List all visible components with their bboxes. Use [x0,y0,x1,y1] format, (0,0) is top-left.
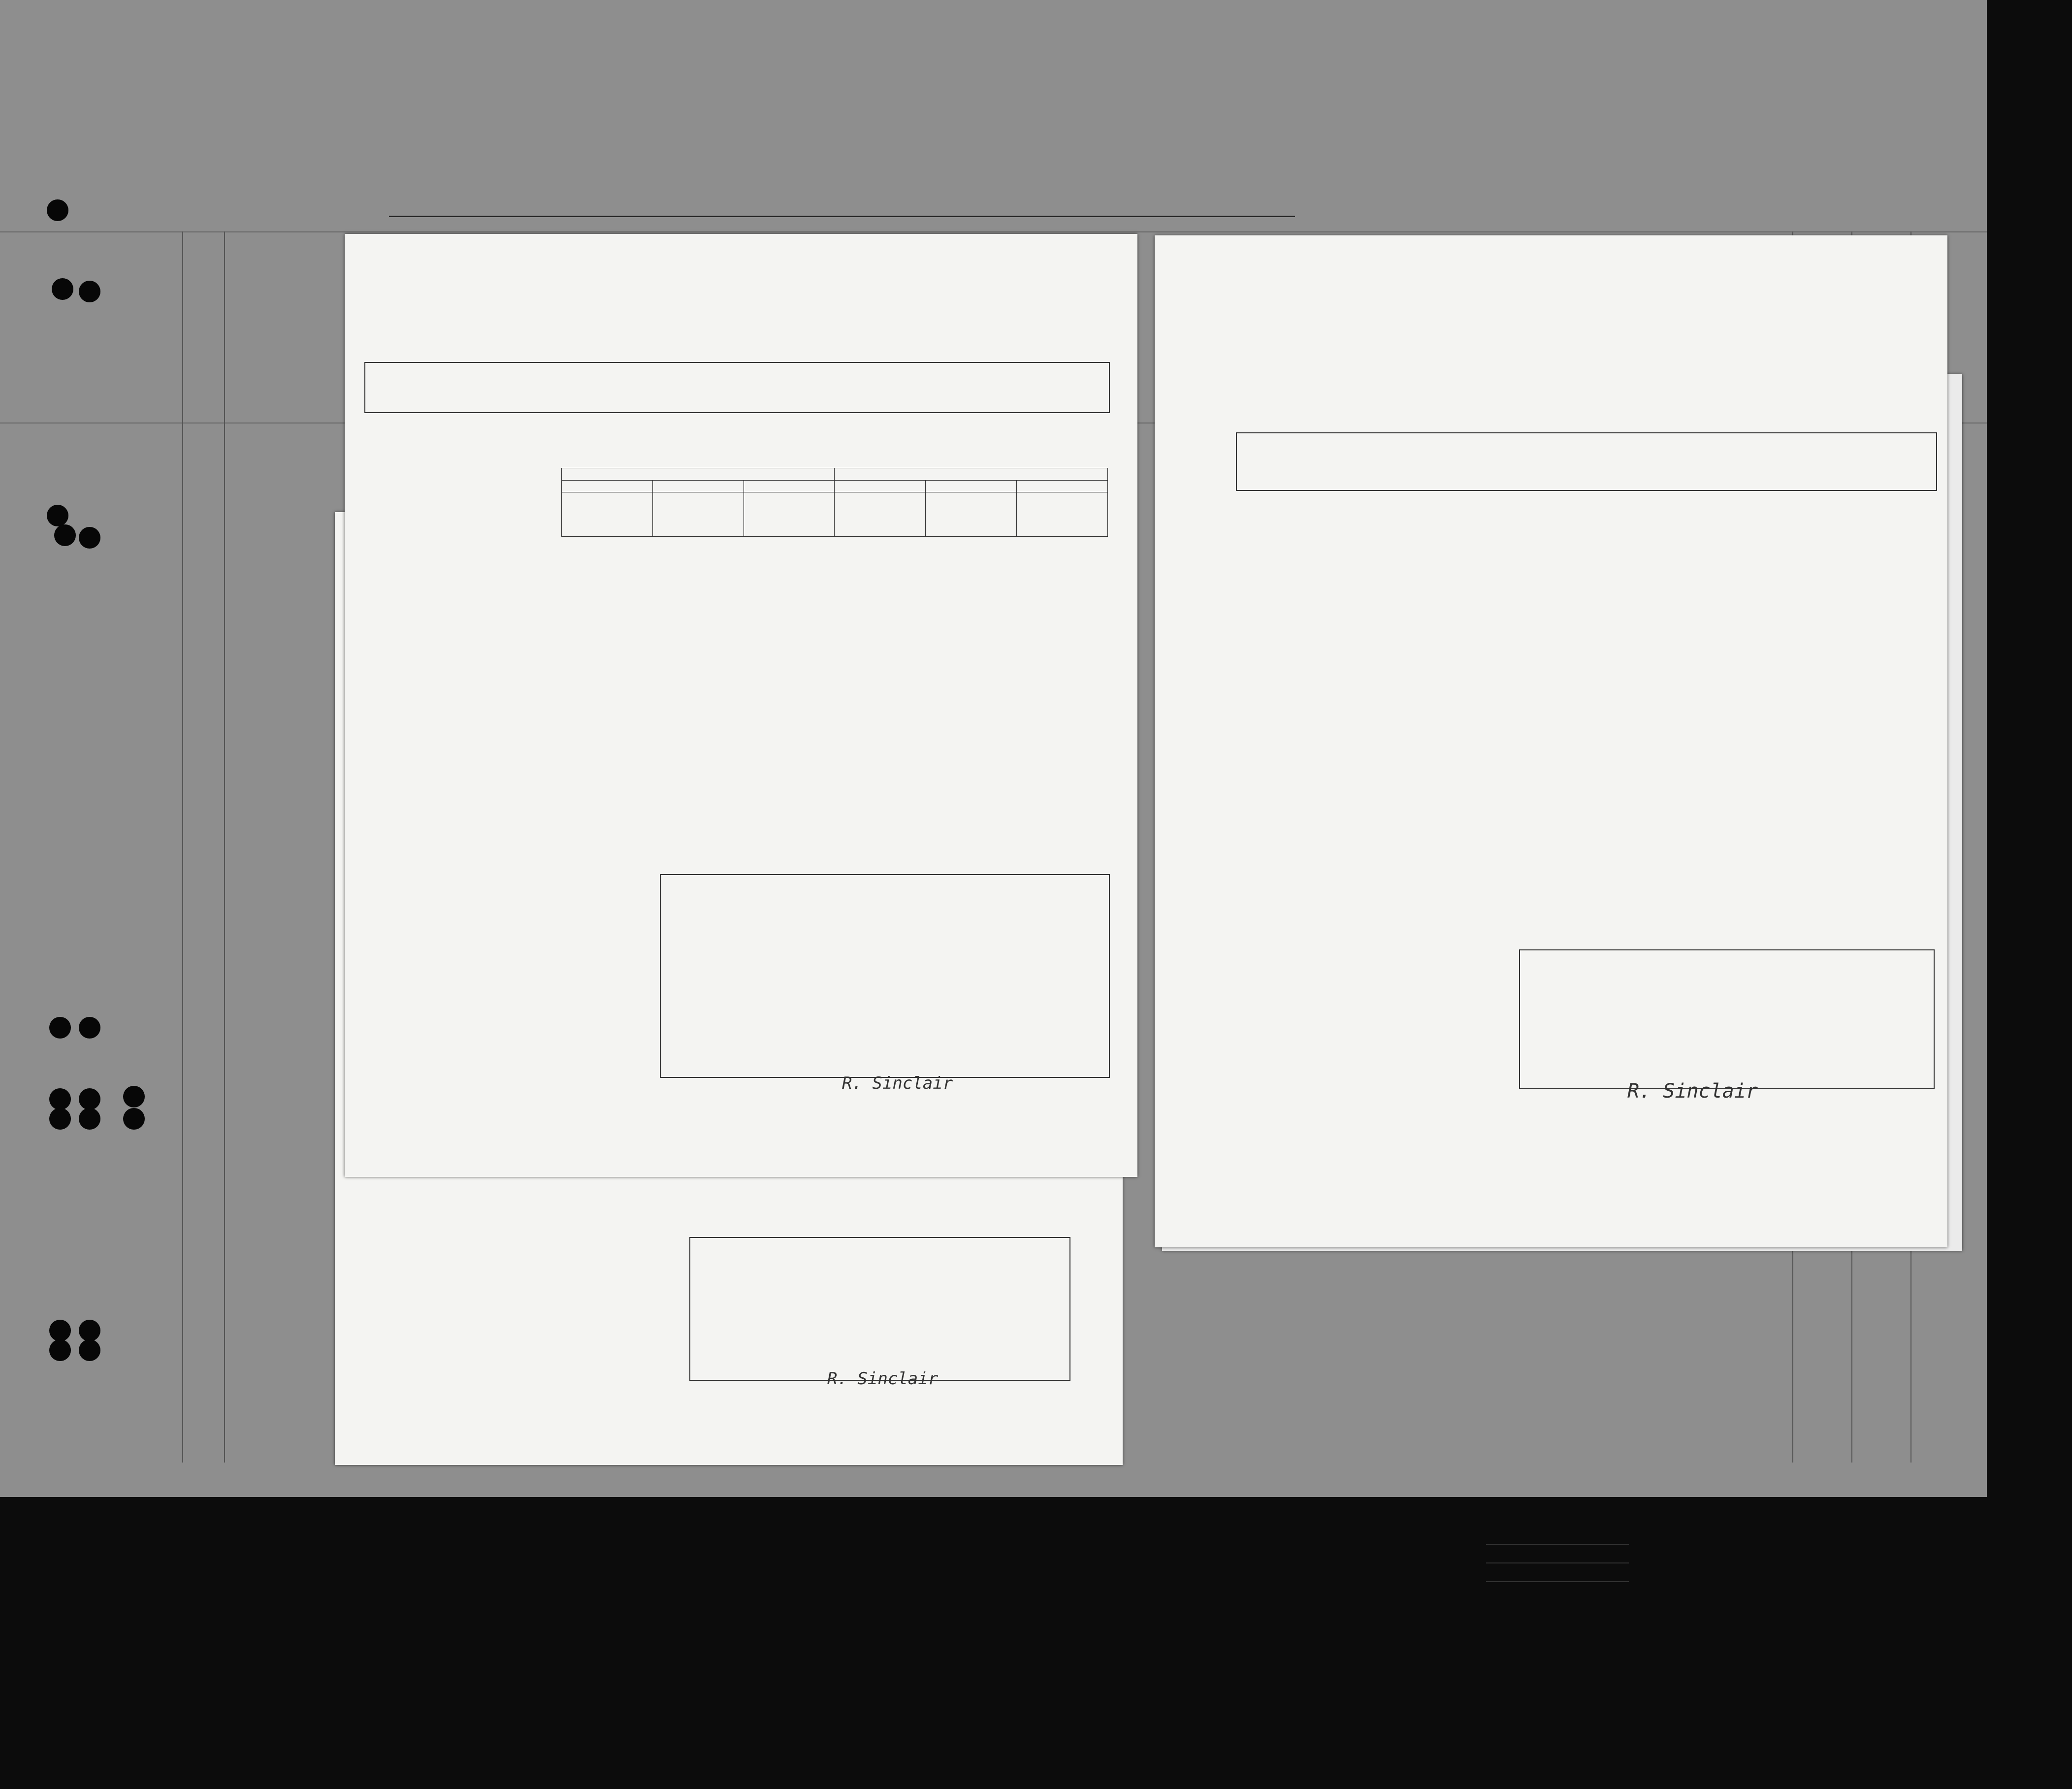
s1-name-table [364,362,1110,413]
grid-line [182,231,183,1463]
back-signature: R. Sinclair [827,1369,939,1389]
s1-col-birth-state [652,480,744,492]
s1-col-birth-city [744,480,835,492]
s1-transit-stamp [1049,264,1122,277]
punch-hole [79,1339,100,1361]
punch-hole [47,505,68,526]
s1-signature: R. Sinclair [842,1073,953,1093]
s1-nat-hdr [835,468,1108,481]
punch-hole [49,1339,71,1361]
info-sheet-meehan [1155,235,1947,1247]
punch-hole [54,524,76,546]
punch-hole [79,1088,100,1110]
punch-hole [123,1086,145,1107]
s1-col-nat-court [926,480,1017,492]
s2-reserved-box [1519,949,1935,1089]
punch-hole [123,1108,145,1130]
punch-hole [49,1108,71,1130]
grid-line [224,231,225,1463]
s1-col-nat-date [835,480,926,492]
line-field [1482,1531,1629,1550]
punch-hole [47,199,68,221]
punch-hole [79,1320,100,1341]
punch-hole [52,278,73,300]
back-reserved-box [689,1237,1070,1381]
punch-hole [49,1320,71,1341]
s2-signature: R. Sinclair [1627,1080,1758,1103]
punch-hole [49,1017,71,1039]
grid-line [0,231,1987,232]
s1-reserved-box [660,874,1110,1078]
punch-hole [79,527,100,549]
bottom-fields [1482,1531,1629,1588]
s1-col-birth-date [562,480,653,492]
s1-birth-hdr [562,468,835,481]
s2-name-table [1236,432,1937,491]
punch-hole [79,1108,100,1130]
owners-field [1482,1550,1629,1569]
local-agents-field [1482,1569,1629,1588]
s2-visitor-stamp [1867,282,1943,316]
s1-citizen-table [561,468,1108,537]
arriving-underline [389,216,1295,217]
punch-hole [79,1017,100,1039]
s1-col-nat-place [1017,480,1108,492]
info-sheet-taylor [345,234,1137,1177]
punch-hole [49,1088,71,1110]
punch-hole [79,281,100,302]
